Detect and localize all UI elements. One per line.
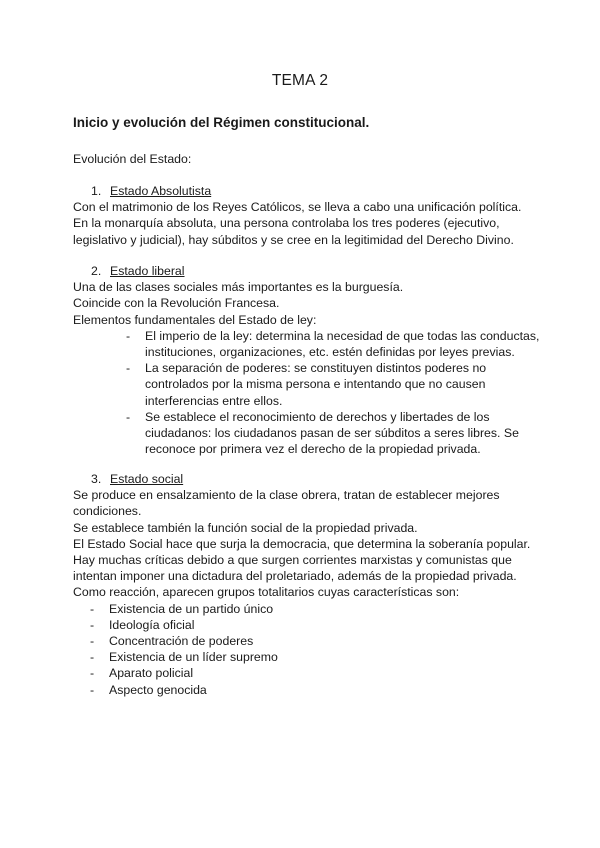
- section-heading: [73, 183, 543, 199]
- dash-marker: -: [90, 650, 95, 665]
- paragraph: En la monarquía absoluta, una persona controlaba los tres poderes (ejecutivo, legislativo y judicial), hay súbditos y se cree en la legitimidad del Derecho Divino.: [73, 216, 514, 247]
- list-item: [126, 409, 543, 458]
- bullet-list: [73, 328, 543, 458]
- section-title: Estado social: [110, 472, 184, 486]
- section-heading: [73, 471, 543, 487]
- paragraph: Elementos fundamentales del Estado de ley:: [73, 312, 317, 327]
- document-subtitle: Inicio y evolución del Régimen constitucional.: [73, 115, 370, 130]
- paragraph: Coincide con la Revolución Francesa.: [73, 296, 280, 311]
- list-item-text: Existencia de un líder supremo: [109, 650, 278, 665]
- dash-marker: -: [90, 601, 95, 616]
- paragraph: Una de las clases sociales más importantes es la burguesía.: [73, 280, 404, 295]
- list-item: [90, 682, 543, 698]
- paragraph: Hay muchas críticas debido a que surgen corrientes marxistas y comunistas que intentan imponer una dictadura del proletariado, además de la propiedad privada.: [73, 553, 517, 584]
- dash-marker: -: [90, 617, 95, 632]
- dash-marker: -: [90, 634, 95, 649]
- section-social: [73, 471, 543, 698]
- paragraph: Se produce en ensalzamiento de la clase obrera, tratan de establecer mejores condiciones.: [73, 488, 500, 519]
- paragraph: Como reacción, aparecen grupos totalitarios cuyas características son:: [73, 585, 460, 600]
- dash-marker: -: [90, 666, 95, 681]
- list-item-text: Aspecto genocida: [109, 682, 207, 697]
- list-item: [90, 633, 543, 649]
- list-item: [126, 360, 543, 409]
- dash-marker: -: [126, 409, 131, 424]
- section-number: 2.: [91, 264, 102, 278]
- section-liberal: [73, 263, 543, 457]
- list-item: [90, 601, 543, 617]
- list-item-text: La separación de poderes: se constituyen distintos poderes no controlados por la misma persona e intentando que no causen interferencias entre ellos.: [145, 361, 487, 408]
- dash-marker: -: [90, 682, 95, 697]
- list-item-text: El imperio de la ley: determina la necesidad de que todas las conductas, instituciones, organizaciones, etc. estén definidas por leyes previas.: [145, 328, 540, 360]
- paragraph: El Estado Social hace que surja la democracia, que determina la soberanía popular.: [73, 536, 531, 551]
- paragraph: Se establece también la función social de la propiedad privada.: [73, 520, 418, 535]
- list-item-text: Ideología oficial: [109, 617, 195, 632]
- list-item-text: Se establece el reconocimiento de derechos y libertades de los ciudadanos: los ciudadanos pasan de ser súbditos a seres libres. Se reconoce por primera vez el derecho de la propiedad privada.: [145, 409, 519, 457]
- section-absolutista: [73, 183, 543, 248]
- section-number: 1.: [91, 184, 102, 198]
- list-item: [90, 665, 543, 681]
- list-item-text: Concentración de poderes: [109, 634, 254, 649]
- section-number: 3.: [91, 472, 102, 486]
- list-item: [90, 617, 543, 633]
- list-item-text: Existencia de un partido único: [109, 601, 274, 616]
- page-title: TEMA 2: [271, 72, 329, 89]
- list-item: [126, 328, 543, 360]
- dash-marker: -: [126, 328, 131, 343]
- list-item: [90, 649, 543, 665]
- paragraph: Con el matrimonio de los Reyes Católicos, se lleva a cabo una unificación política.: [73, 200, 522, 215]
- bullet-list: [73, 601, 543, 698]
- section-heading: [73, 263, 543, 279]
- list-item-text: Aparato policial: [109, 666, 194, 681]
- section-title: Estado liberal: [110, 264, 185, 278]
- intro-text: Evolución del Estado:: [73, 152, 192, 166]
- section-title: Estado Absolutista: [110, 184, 212, 198]
- dash-marker: -: [126, 361, 131, 376]
